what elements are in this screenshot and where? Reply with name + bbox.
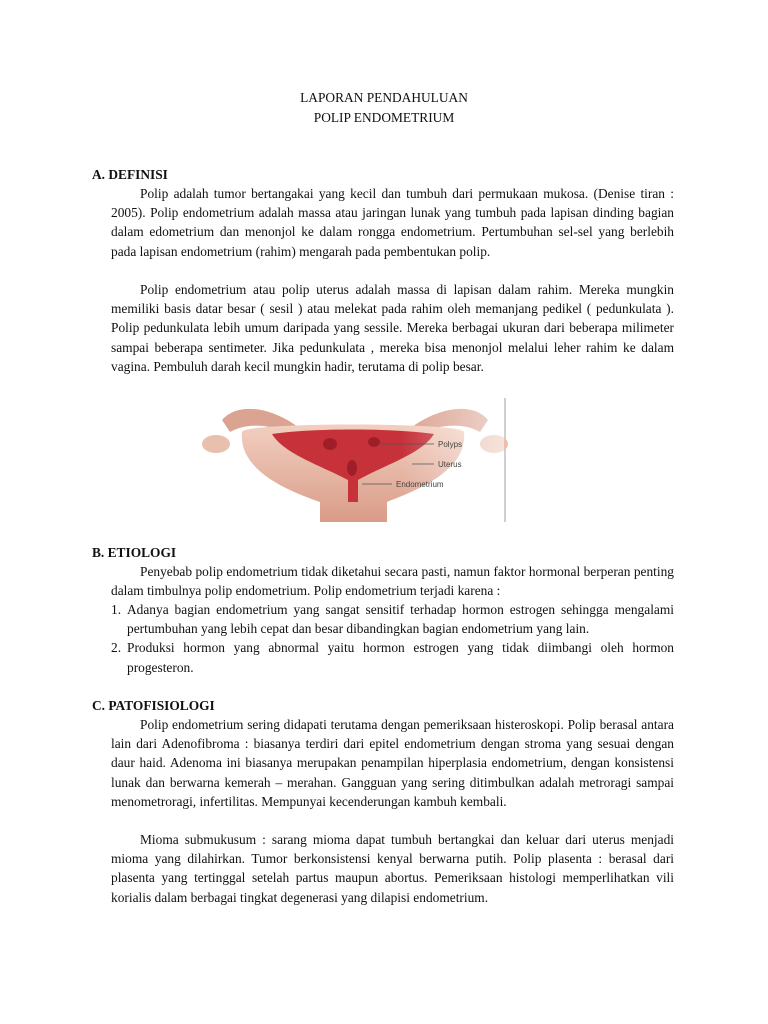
label-uterus: Uterus bbox=[438, 460, 462, 469]
figure-frame-edge bbox=[504, 398, 506, 522]
section-a-paragraph-1: Polip adalah tumor bertangakai yang kecil dan tumbuh dari permukaan mukosa. (Denise tiran : 2005). Polip endometrium adalah massa atau jaringan lunak yang tumbuh pada lapisan dinding bagian dalam edometrium dan menonjol ke dalam rongga endometrium. Pertumbuhan sel-sel yang berlebih pada lapisan endometrium (rahim) mengarah pada pembentukan polip. bbox=[111, 186, 674, 259]
list-item-text: Adanya bagian endometrium yang sangat sensitif terhadap hormon estrogen sehingga mengalami pertumbuhan yang lebih cepat dan besar dibandingkan bagian endometrium yang lain. bbox=[127, 602, 674, 637]
list-item bbox=[111, 638, 674, 676]
section-b-list bbox=[111, 600, 674, 677]
section-b-heading: B. ETIOLOGI bbox=[92, 545, 177, 560]
section-c-heading: C. PATOFISIOLOGI bbox=[92, 698, 215, 713]
polyp-stalk bbox=[347, 460, 357, 476]
label-endometrium: Endometrium bbox=[396, 480, 444, 489]
section-a-paragraph-2: Polip endometrium atau polip uterus adalah massa di lapisan dalam rahim. Mereka mungkin memiliki basis datar besar ( sesil ) atau melekat pada rahim oleh memanjang pedikel ( pedunkulata ). Polip pedunkulata lebih umum daripada yang sessile. Mereka berbagai ukuran dari beberapa milimeter sampai beberapa sentimeter. Jika pedunkulata , mereka bisa menonjol melalui leher rahim ke dalam vagina. Pembuluh darah kecil mungkin hadir, terutama di polip besar. bbox=[111, 282, 674, 374]
polyp-left bbox=[323, 438, 337, 450]
label-polyps: Polyps bbox=[438, 440, 463, 449]
section-c-paragraph-2: Mioma submukusum : sarang mioma dapat tumbuh bertangkai dan keluar dari uterus menjadi mioma yang dilahirkan. Tumor berkonsistensi kenyal berwarna putih. Polip plasenta : berasal dari plasenta yang tertinggal setelah partus maupun abortus. Pemeriksaan histologi memperlihatkan vili korialis dalam berbagai tingkat degenerasi yang dilapisi endometrium. bbox=[111, 832, 674, 905]
section-c-paragraph-1: Polip endometrium sering didapati terutama dengan pemeriksaan histeroskopi. Polip berasal antara lain dari Adenofibroma : biasanya terdiri dari epitel endometrium dengan stroma yang sesuai dengan daur haid. Adenoma ini biasanya merupakan penampilan hiperplasia endometrium, dengan konsistensi lunak dan berwarna kemerah – merahan. Gangguan yang sering ditimbulkan adalah metroragi sampai menometroragi, infertilitas. Mempunyai kecenderungan kambuh kembali. bbox=[111, 717, 674, 809]
left-ovary bbox=[202, 435, 230, 453]
document-title-line2: POLIP ENDOMETRIUM bbox=[313, 110, 455, 125]
section-b-paragraph-1: Penyebab polip endometrium tidak diketahui secara pasti, namun faktor hormonal berperan penting dalam timbulnya polip endometrium. Polip endometrium terjadi karena : bbox=[111, 564, 674, 599]
uterus-illustration bbox=[202, 392, 508, 522]
list-item-text: Produksi hormon yang abnormal yaitu hormon estrogen yang tidak diimbangi oleh hormon progesteron. bbox=[127, 640, 674, 675]
document-title-line1: LAPORAN PENDAHULUAN bbox=[300, 90, 468, 105]
polyp-right bbox=[368, 437, 380, 447]
section-a-heading: A. DEFINISI bbox=[92, 167, 168, 182]
list-item-number: 1. bbox=[111, 602, 122, 617]
list-item-number: 2. bbox=[111, 640, 122, 656]
list-item bbox=[111, 600, 674, 638]
